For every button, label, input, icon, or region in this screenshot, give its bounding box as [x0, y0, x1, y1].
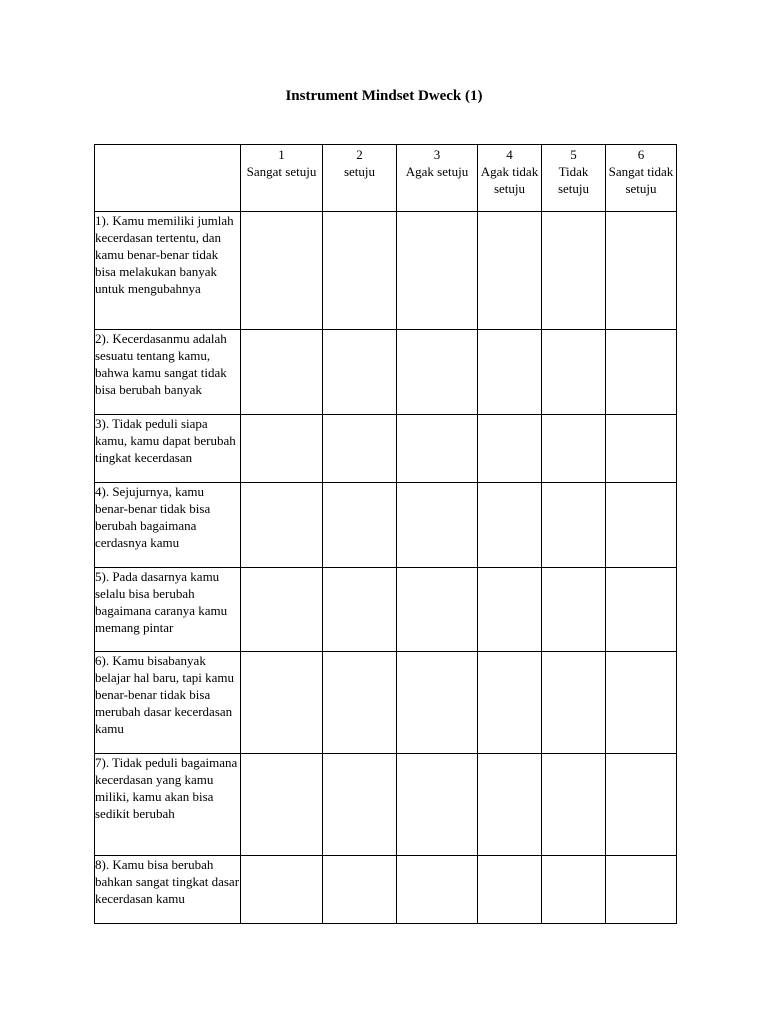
statement-text: 5). Pada dasarnya kamu selalu bisa berubah bagaimana caranya kamu memang pintar: [95, 568, 241, 652]
rating-cell-3[interactable]: [397, 483, 478, 568]
rating-cell-2[interactable]: [323, 415, 397, 483]
rating-cell-6[interactable]: [606, 415, 677, 483]
scale-number: 1: [278, 147, 285, 162]
rating-cell-6[interactable]: [606, 212, 677, 330]
rating-cell-6[interactable]: [606, 754, 677, 856]
rating-cell-5[interactable]: [542, 415, 606, 483]
scale-header-4: [478, 145, 542, 212]
scale-header-2: [323, 145, 397, 212]
rating-cell-1[interactable]: [241, 212, 323, 330]
statement-text: 2). Kecerdasanmu adalah sesuatu tentang kamu, bahwa kamu sangat tidak bisa berubah banyak: [95, 330, 241, 415]
document-title: Instrument Mindset Dweck (1): [285, 88, 483, 104]
rating-cell-2[interactable]: [323, 483, 397, 568]
statement-row-6: [95, 652, 677, 754]
scale-label: Tidak setuju: [557, 164, 590, 196]
rating-cell-6[interactable]: [606, 568, 677, 652]
corner-cell: [95, 145, 241, 212]
rating-cell-3[interactable]: [397, 415, 478, 483]
scale-label: Sangat tidak setuju: [608, 164, 674, 196]
rating-cell-5[interactable]: [542, 754, 606, 856]
rating-cell-1[interactable]: [241, 330, 323, 415]
rating-cell-4[interactable]: [478, 415, 542, 483]
statement-row-4: [95, 483, 677, 568]
scale-number: 4: [506, 147, 513, 162]
rating-cell-2[interactable]: [323, 856, 397, 924]
rating-cell-3[interactable]: [397, 652, 478, 754]
rating-cell-4[interactable]: [478, 568, 542, 652]
scale-header-5: [542, 145, 606, 212]
rating-cell-2[interactable]: [323, 212, 397, 330]
rating-cell-1[interactable]: [241, 652, 323, 754]
rating-cell-6[interactable]: [606, 856, 677, 924]
statement-row-2: [95, 330, 677, 415]
scale-number: 2: [356, 147, 363, 162]
rating-cell-4[interactable]: [478, 483, 542, 568]
rating-cell-4[interactable]: [478, 754, 542, 856]
statement-text: 4). Sejujurnya, kamu benar-benar tidak bisa berubah bagaimana cerdasnya kamu: [95, 483, 241, 568]
scale-header-6: [606, 145, 677, 212]
rating-cell-6[interactable]: [606, 330, 677, 415]
scale-header-1: [241, 145, 323, 212]
rating-cell-6[interactable]: [606, 483, 677, 568]
rating-cell-4[interactable]: [478, 856, 542, 924]
rating-cell-1[interactable]: [241, 856, 323, 924]
rating-cell-1[interactable]: [241, 754, 323, 856]
statement-text: 7). Tidak peduli bagaimana kecerdasan yang kamu miliki, kamu akan bisa sedikit berubah: [95, 754, 241, 856]
rating-cell-5[interactable]: [542, 483, 606, 568]
scale-number: 5: [570, 147, 577, 162]
rating-cell-3[interactable]: [397, 856, 478, 924]
statement-text: 3). Tidak peduli siapa kamu, kamu dapat berubah tingkat kecerdasan: [95, 415, 241, 483]
rating-cell-3[interactable]: [397, 212, 478, 330]
statement-row-5: [95, 568, 677, 652]
rating-cell-1[interactable]: [241, 568, 323, 652]
rating-cell-4[interactable]: [478, 330, 542, 415]
statement-row-1: [95, 212, 677, 330]
statement-text: 1). Kamu memiliki jumlah kecerdasan tertentu, dan kamu benar-benar tidak bisa melakukan banyak untuk mengubahnya: [95, 212, 241, 330]
scale-label: Agak setuju: [405, 164, 469, 179]
rating-cell-2[interactable]: [323, 652, 397, 754]
rating-cell-2[interactable]: [323, 330, 397, 415]
rating-cell-3[interactable]: [397, 754, 478, 856]
rating-cell-4[interactable]: [478, 212, 542, 330]
rating-cell-1[interactable]: [241, 415, 323, 483]
rating-table: [94, 144, 677, 924]
rating-cell-2[interactable]: [323, 568, 397, 652]
scale-label: Agak tidak setuju: [480, 164, 539, 196]
rating-cell-3[interactable]: [397, 330, 478, 415]
scale-label: setuju: [343, 164, 376, 179]
rating-cell-5[interactable]: [542, 212, 606, 330]
rating-cell-3[interactable]: [397, 568, 478, 652]
rating-cell-5[interactable]: [542, 652, 606, 754]
rating-cell-5[interactable]: [542, 856, 606, 924]
rating-cell-1[interactable]: [241, 483, 323, 568]
scale-label: Sangat setuju: [246, 164, 317, 179]
rating-cell-5[interactable]: [542, 568, 606, 652]
statement-row-7: [95, 754, 677, 856]
statement-text: 8). Kamu bisa berubah bahkan sangat tingkat dasar kecerdasan kamu: [95, 856, 241, 924]
statement-text: 6). Kamu bisabanyak belajar hal baru, tapi kamu benar-benar tidak bisa merubah dasar kecerdasan kamu: [95, 652, 241, 754]
statement-row-8: [95, 856, 677, 924]
scale-number: 3: [433, 147, 441, 162]
rating-cell-4[interactable]: [478, 652, 542, 754]
scale-header-3: [397, 145, 478, 212]
rating-cell-6[interactable]: [606, 652, 677, 754]
rating-cell-5[interactable]: [542, 330, 606, 415]
scale-header-row: [95, 145, 677, 212]
rating-cell-2[interactable]: [323, 754, 397, 856]
statement-row-3: [95, 415, 677, 483]
scale-number: 6: [637, 147, 645, 162]
